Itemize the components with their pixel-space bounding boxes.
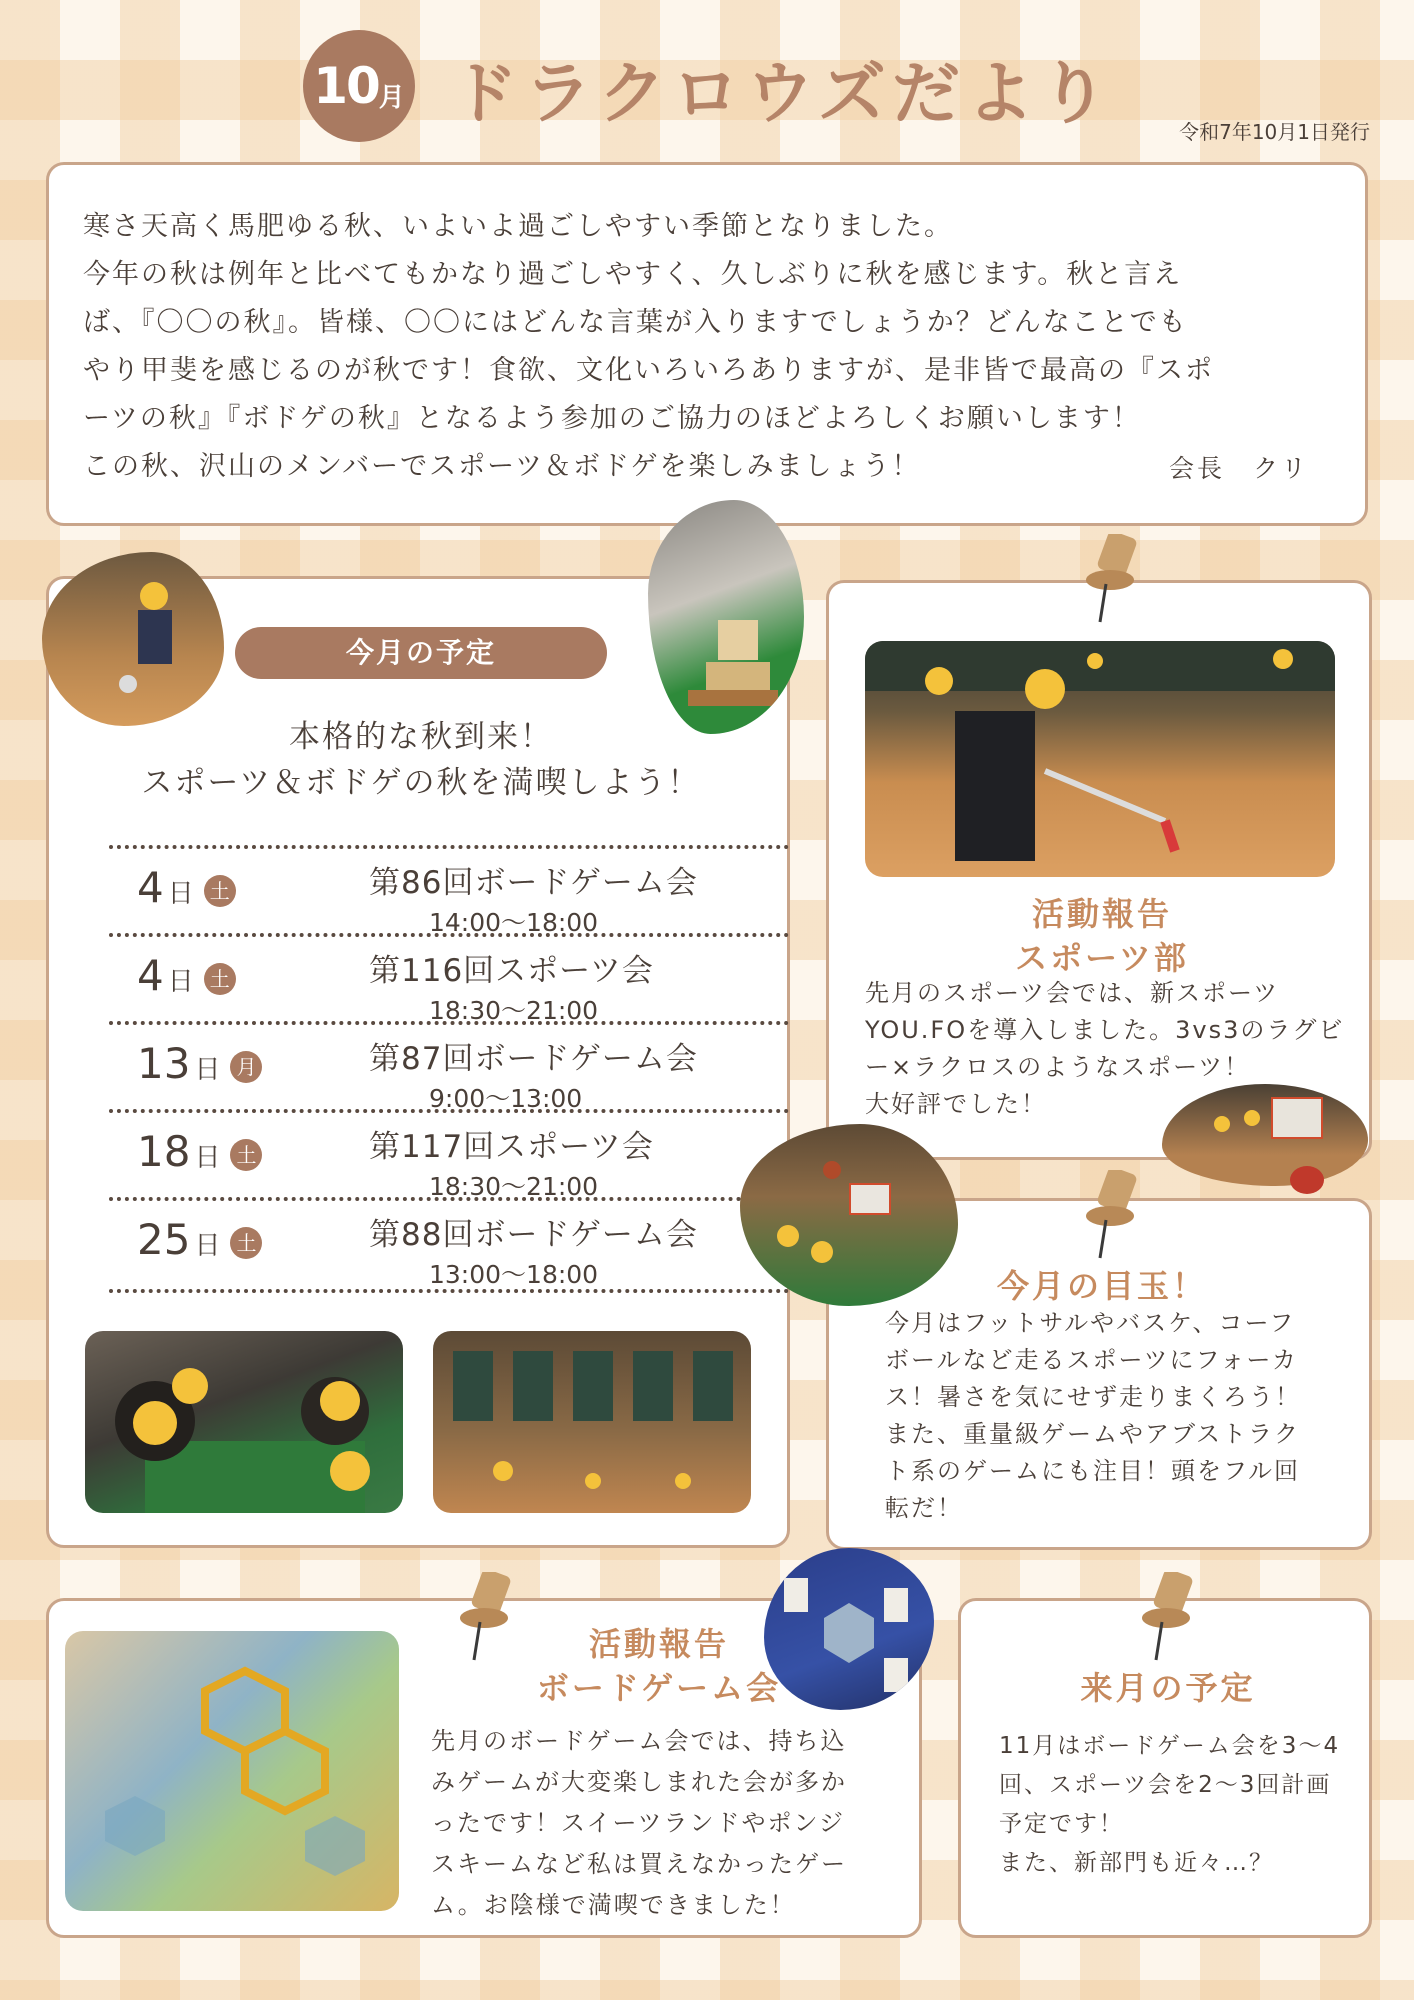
schedule-row: [109, 1109, 789, 1201]
gym-photo-art: [433, 1331, 751, 1513]
schedule-card: [46, 576, 790, 1548]
next-month-body: [999, 1727, 1359, 1883]
boardgame-report-body: [431, 1721, 891, 1926]
issue-date: 令和7年10月1日発行: [1179, 120, 1370, 144]
event-time: 18:30〜21:00: [429, 1172, 599, 1201]
body-line: ム。お陰様で満喫できました！: [431, 1891, 796, 1919]
body-line: ー×ラクロスのようなスポーツ！: [865, 1053, 1251, 1081]
month-number: 10: [313, 57, 379, 115]
event-day-unit: 日: [194, 1055, 221, 1085]
boardgame-photo: [85, 1331, 403, 1513]
weekday-badge: 土: [230, 1139, 262, 1171]
event-day-unit: 日: [167, 879, 194, 909]
weekday-badge: 土: [204, 963, 236, 995]
greeting-line: この秋、沢山のメンバーでスポーツ＆ボドゲを楽しみましょう！: [83, 451, 921, 482]
body-line: 先月のスポーツ会では、新スポーツ: [865, 979, 1280, 1007]
schedule-heading: 今月の予定: [235, 627, 607, 679]
event-day-unit: 日: [194, 1231, 221, 1261]
body-line: 今月はフットサルやバスケ、コーフ: [885, 1309, 1296, 1337]
boardgame-report-heading-1: 活動報告: [588, 1625, 729, 1663]
greeting-line: 寒さ天高く馬肥ゆる秋、いよいよ過ごしやすい季節となりました。: [83, 211, 953, 242]
next-month-heading: 来月の予定: [1080, 1669, 1256, 1707]
body-line: 大好評でした！: [865, 1090, 1047, 1118]
event-day: 4: [137, 951, 164, 1000]
event-title: 第116回スポーツ会: [369, 953, 654, 989]
greeting-card: [46, 162, 1368, 526]
pushpin-icon: [1078, 534, 1142, 624]
event-day-unit: 日: [167, 967, 194, 997]
schedule-tagline-2: スポーツ＆ボドゲの秋を満喫しよう！: [141, 765, 701, 801]
weekday-badge: 土: [230, 1227, 262, 1259]
schedule-row: [109, 1197, 789, 1293]
event-title: 第88回ボードゲーム会: [369, 1217, 698, 1253]
month-badge: [303, 30, 415, 142]
event-day: 18: [137, 1127, 191, 1176]
event-time: 18:30〜21:00: [429, 996, 599, 1025]
greeting-line: ーツの秋』『ボドゲの秋』となるよう参加のご協力のほどよろしくお願いします！: [83, 403, 1141, 434]
catan-photo: [65, 1631, 399, 1911]
highlight-body: [885, 1305, 1345, 1527]
body-line: ス！暑さを気にせず走りまくろう！: [885, 1383, 1301, 1411]
schedule-row: [109, 1021, 789, 1113]
youfo-photo: [865, 641, 1335, 877]
boardgame-report-heading-2: ボードゲーム会: [536, 1669, 782, 1707]
pushpin-icon: [452, 1572, 516, 1662]
sports-report-heading-1: 活動報告: [1031, 895, 1172, 933]
event-day: 13: [137, 1039, 191, 1088]
youfo-players-art: [865, 641, 1335, 877]
highlight-heading: 今月の目玉！: [996, 1267, 1207, 1305]
event-title: 第86回ボードゲーム会: [369, 865, 698, 901]
event-title: 第117回スポーツ会: [369, 1129, 654, 1165]
body-line: みゲームが大変楽しまれた会が多か: [431, 1768, 847, 1796]
event-day: 25: [137, 1215, 191, 1264]
schedule-row: [109, 933, 789, 1025]
boardgame-photo-art: [85, 1331, 403, 1513]
body-line: 予定です！: [999, 1811, 1124, 1837]
event-day-unit: 日: [194, 1143, 221, 1173]
hex-board-art: [65, 1631, 399, 1911]
pushpin-icon: [1078, 1170, 1142, 1260]
month-unit: 月: [378, 82, 405, 113]
body-line: 転だ！: [885, 1494, 963, 1522]
greeting-line: やり甲斐を感じるのが秋です！食欲、文化いろいろありますが、是非皆で最高の『スポ: [83, 355, 1214, 386]
signature: 会長 クリ: [1168, 454, 1309, 483]
body-line: ト系のゲームにも注目！頭をフル回: [885, 1457, 1301, 1485]
body-line: 11月はボードゲーム会を3〜4: [999, 1733, 1341, 1759]
body-line: 回、スポーツ会を2〜3回計画: [999, 1772, 1332, 1798]
body-line: ったです！スイーツランドやポンジ: [431, 1809, 845, 1837]
body-line: また、重量級ゲームやアブストラク: [885, 1420, 1301, 1448]
body-line: ボールなど走るスポーツにフォーカ: [885, 1346, 1298, 1374]
sports-report-heading-2: スポーツ部: [1015, 939, 1189, 977]
newsletter-title: ドラクロウズだより: [450, 55, 1114, 134]
body-line: YOU.FOを導入しました。3vs3のラグビ: [865, 1016, 1345, 1044]
event-day: 4: [137, 863, 164, 912]
sports-photo: [433, 1331, 751, 1513]
sports-report-card: [826, 580, 1372, 1160]
event-time: 9:00〜13:00: [429, 1084, 583, 1113]
weekday-badge: 土: [204, 875, 236, 907]
body-line: 先月のボードゲーム会では、持ち込: [431, 1727, 847, 1755]
greeting-line: ば、『〇〇の秋』。皆様、〇〇にはどんな言葉が入りますでしょうか？どんなことでも: [83, 307, 1188, 338]
schedule-row: [109, 845, 789, 937]
pushpin-icon: [1134, 1572, 1198, 1662]
greeting-line: 今年の秋は例年と比べてもかなり過ごしやすく、久しぶりに秋を感じます。秋と言え: [83, 259, 1183, 290]
weekday-badge: 月: [230, 1051, 262, 1083]
ball-decoration: [1290, 1166, 1324, 1194]
event-time: 13:00〜18:00: [429, 1260, 599, 1289]
body-line: スキームなど私は買えなかったゲー: [431, 1850, 847, 1878]
body-line: また、新部門も近々…？: [999, 1850, 1274, 1876]
schedule-tagline-1: 本格的な秋到来！: [289, 719, 553, 755]
event-title: 第87回ボードゲーム会: [369, 1041, 698, 1077]
event-time: 14:00〜18:00: [429, 908, 599, 937]
